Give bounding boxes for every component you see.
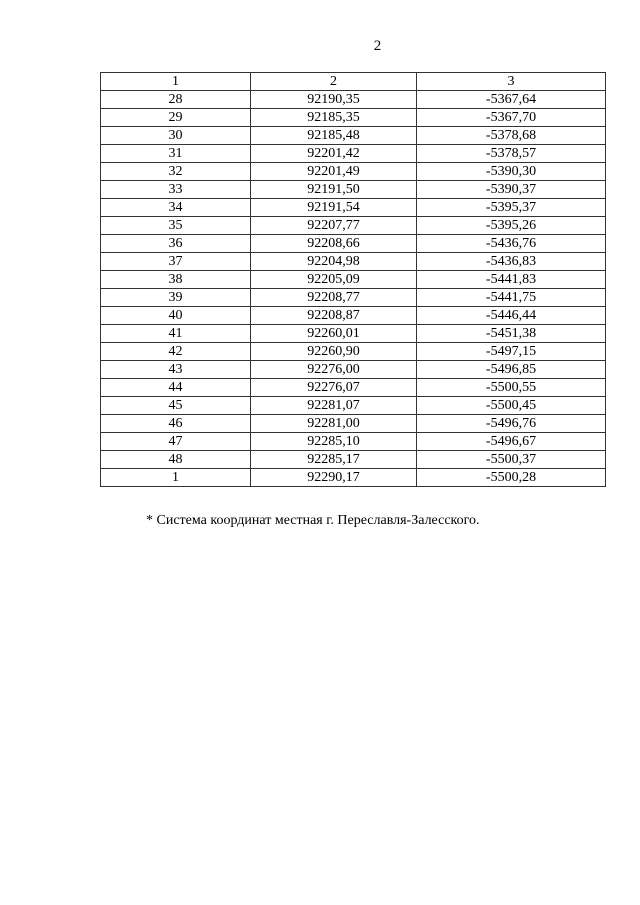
y-coordinate-cell: -5378,68 xyxy=(417,127,606,145)
x-coordinate-cell: 92260,90 xyxy=(251,343,417,361)
point-number-cell: 41 xyxy=(101,325,251,343)
x-coordinate-cell: 92201,42 xyxy=(251,145,417,163)
table-row xyxy=(101,451,606,469)
point-number-cell: 46 xyxy=(101,415,251,433)
footnote: * Система координат местная г. Переславля-Залесского. xyxy=(146,513,480,528)
x-coordinate-cell: 92290,17 xyxy=(251,469,417,487)
x-coordinate-cell: 92208,87 xyxy=(251,307,417,325)
table-row xyxy=(101,271,606,289)
point-number-cell: 42 xyxy=(101,343,251,361)
table-row xyxy=(101,361,606,379)
page-number: 2 xyxy=(373,38,382,54)
x-coordinate-cell: 92185,48 xyxy=(251,127,417,145)
y-coordinate-cell: -5500,45 xyxy=(417,397,606,415)
x-coordinate-cell: 92285,17 xyxy=(251,451,417,469)
y-coordinate-cell: -5497,15 xyxy=(417,343,606,361)
table-row xyxy=(101,433,606,451)
y-coordinate-cell: -5500,55 xyxy=(417,379,606,397)
y-coordinate-cell: -5451,38 xyxy=(417,325,606,343)
table-row xyxy=(101,163,606,181)
y-coordinate-cell: -5496,85 xyxy=(417,361,606,379)
point-number-cell: 31 xyxy=(101,145,251,163)
y-coordinate-cell: -5390,30 xyxy=(417,163,606,181)
x-coordinate-cell: 92281,00 xyxy=(251,415,417,433)
table-row xyxy=(101,199,606,217)
point-number-cell: 45 xyxy=(101,397,251,415)
table-row xyxy=(101,217,606,235)
table-row xyxy=(101,415,606,433)
y-coordinate-cell: -5367,70 xyxy=(417,109,606,127)
y-coordinate-cell: -5378,57 xyxy=(417,145,606,163)
header-cell-y: 3 xyxy=(417,73,606,91)
table-row xyxy=(101,343,606,361)
point-number-cell: 38 xyxy=(101,271,251,289)
table-row xyxy=(101,289,606,307)
x-coordinate-cell: 92208,66 xyxy=(251,235,417,253)
point-number-cell: 33 xyxy=(101,181,251,199)
header-cell-point: 1 xyxy=(101,73,251,91)
point-number-cell: 36 xyxy=(101,235,251,253)
x-coordinate-cell: 92207,77 xyxy=(251,217,417,235)
table-row xyxy=(101,109,606,127)
x-coordinate-cell: 92185,35 xyxy=(251,109,417,127)
point-number-cell: 32 xyxy=(101,163,251,181)
x-coordinate-cell: 92285,10 xyxy=(251,433,417,451)
point-number-cell: 29 xyxy=(101,109,251,127)
x-coordinate-cell: 92276,00 xyxy=(251,361,417,379)
table-row xyxy=(101,91,606,109)
y-coordinate-cell: -5496,76 xyxy=(417,415,606,433)
point-number-cell: 1 xyxy=(101,469,251,487)
x-coordinate-cell: 92191,54 xyxy=(251,199,417,217)
point-number-cell: 35 xyxy=(101,217,251,235)
y-coordinate-cell: -5367,64 xyxy=(417,91,606,109)
table-row xyxy=(101,235,606,253)
y-coordinate-cell: -5500,37 xyxy=(417,451,606,469)
point-number-cell: 30 xyxy=(101,127,251,145)
y-coordinate-cell: -5390,37 xyxy=(417,181,606,199)
y-coordinate-cell: -5395,37 xyxy=(417,199,606,217)
table-row xyxy=(101,145,606,163)
y-coordinate-cell: -5395,26 xyxy=(417,217,606,235)
point-number-cell: 48 xyxy=(101,451,251,469)
table-row xyxy=(101,181,606,199)
x-coordinate-cell: 92191,50 xyxy=(251,181,417,199)
table-row xyxy=(101,127,606,145)
point-number-cell: 39 xyxy=(101,289,251,307)
point-number-cell: 37 xyxy=(101,253,251,271)
x-coordinate-cell: 92201,49 xyxy=(251,163,417,181)
table-row xyxy=(101,469,606,487)
x-coordinate-cell: 92208,77 xyxy=(251,289,417,307)
y-coordinate-cell: -5436,83 xyxy=(417,253,606,271)
point-number-cell: 43 xyxy=(101,361,251,379)
y-coordinate-cell: -5441,75 xyxy=(417,289,606,307)
x-coordinate-cell: 92204,98 xyxy=(251,253,417,271)
x-coordinate-cell: 92190,35 xyxy=(251,91,417,109)
point-number-cell: 44 xyxy=(101,379,251,397)
y-coordinate-cell: -5496,67 xyxy=(417,433,606,451)
header-cell-x: 2 xyxy=(251,73,417,91)
point-number-cell: 47 xyxy=(101,433,251,451)
point-number-cell: 40 xyxy=(101,307,251,325)
x-coordinate-cell: 92205,09 xyxy=(251,271,417,289)
x-coordinate-cell: 92260,01 xyxy=(251,325,417,343)
table-body xyxy=(101,73,606,487)
point-number-cell: 34 xyxy=(101,199,251,217)
coordinates-table xyxy=(100,72,606,487)
table-row xyxy=(101,253,606,271)
y-coordinate-cell: -5446,44 xyxy=(417,307,606,325)
point-number-cell: 28 xyxy=(101,91,251,109)
x-coordinate-cell: 92281,07 xyxy=(251,397,417,415)
table-row xyxy=(101,325,606,343)
x-coordinate-cell: 92276,07 xyxy=(251,379,417,397)
y-coordinate-cell: -5441,83 xyxy=(417,271,606,289)
y-coordinate-cell: -5436,76 xyxy=(417,235,606,253)
table-header-row xyxy=(101,73,606,91)
y-coordinate-cell: -5500,28 xyxy=(417,469,606,487)
table-row xyxy=(101,397,606,415)
table-row xyxy=(101,379,606,397)
table-row xyxy=(101,307,606,325)
